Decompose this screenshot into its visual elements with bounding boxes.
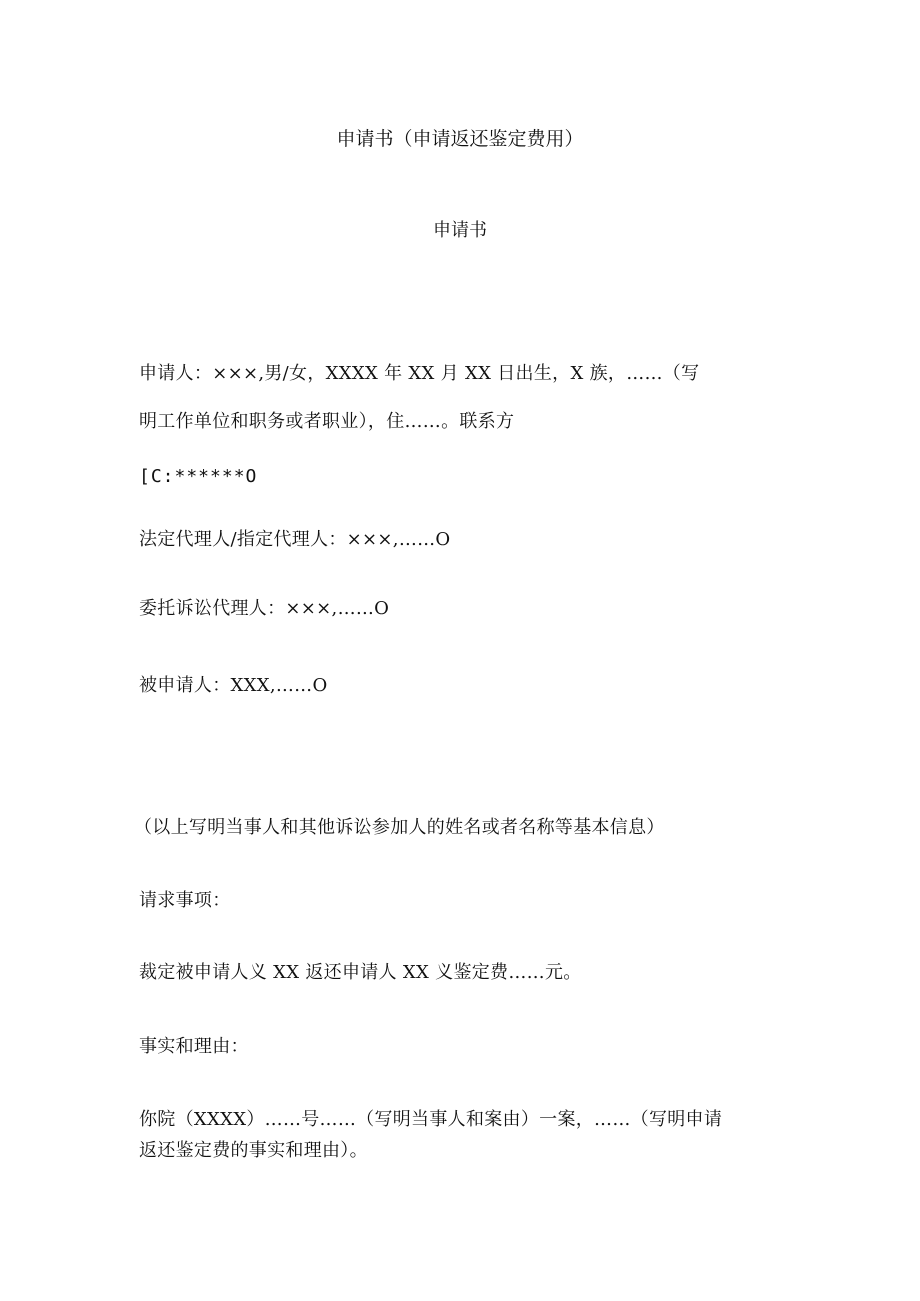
- contact-line: [C:******O: [139, 466, 258, 487]
- document-subtitle: 申请书: [433, 220, 487, 241]
- applicant-line-1: 申请人：×××,男/女，XXXX 年 XX 月 XX 日出生，X 族，……（写: [139, 363, 700, 384]
- facts-line-1: 你院（XXXX）……号……（写明当事人和案由）一案，……（写明申请: [139, 1109, 723, 1130]
- document-title: 申请书（申请返还鉴定费用）: [336, 128, 584, 150]
- entrusted-agent-line: 委托诉讼代理人：×××,……O: [139, 598, 390, 619]
- facts-line-2: 返还鉴定费的事实和理由）。: [139, 1140, 368, 1161]
- party-info-note: （以上写明当事人和其他诉讼参加人的姓名或者名称等基本信息）: [134, 817, 665, 838]
- claims-heading: 请求事项：: [139, 890, 231, 911]
- facts-heading: 事实和理由：: [139, 1036, 249, 1057]
- legal-agent-line: 法定代理人/指定代理人：×××,……O: [139, 529, 451, 550]
- respondent-line: 被申请人：XXX,……O: [139, 675, 328, 696]
- claims-text: 裁定被申请人义 XX 返还申请人 XX 义鉴定费……元。: [139, 962, 582, 983]
- applicant-line-2: 明工作单位和职务或者职业），住……。联系方: [139, 411, 515, 432]
